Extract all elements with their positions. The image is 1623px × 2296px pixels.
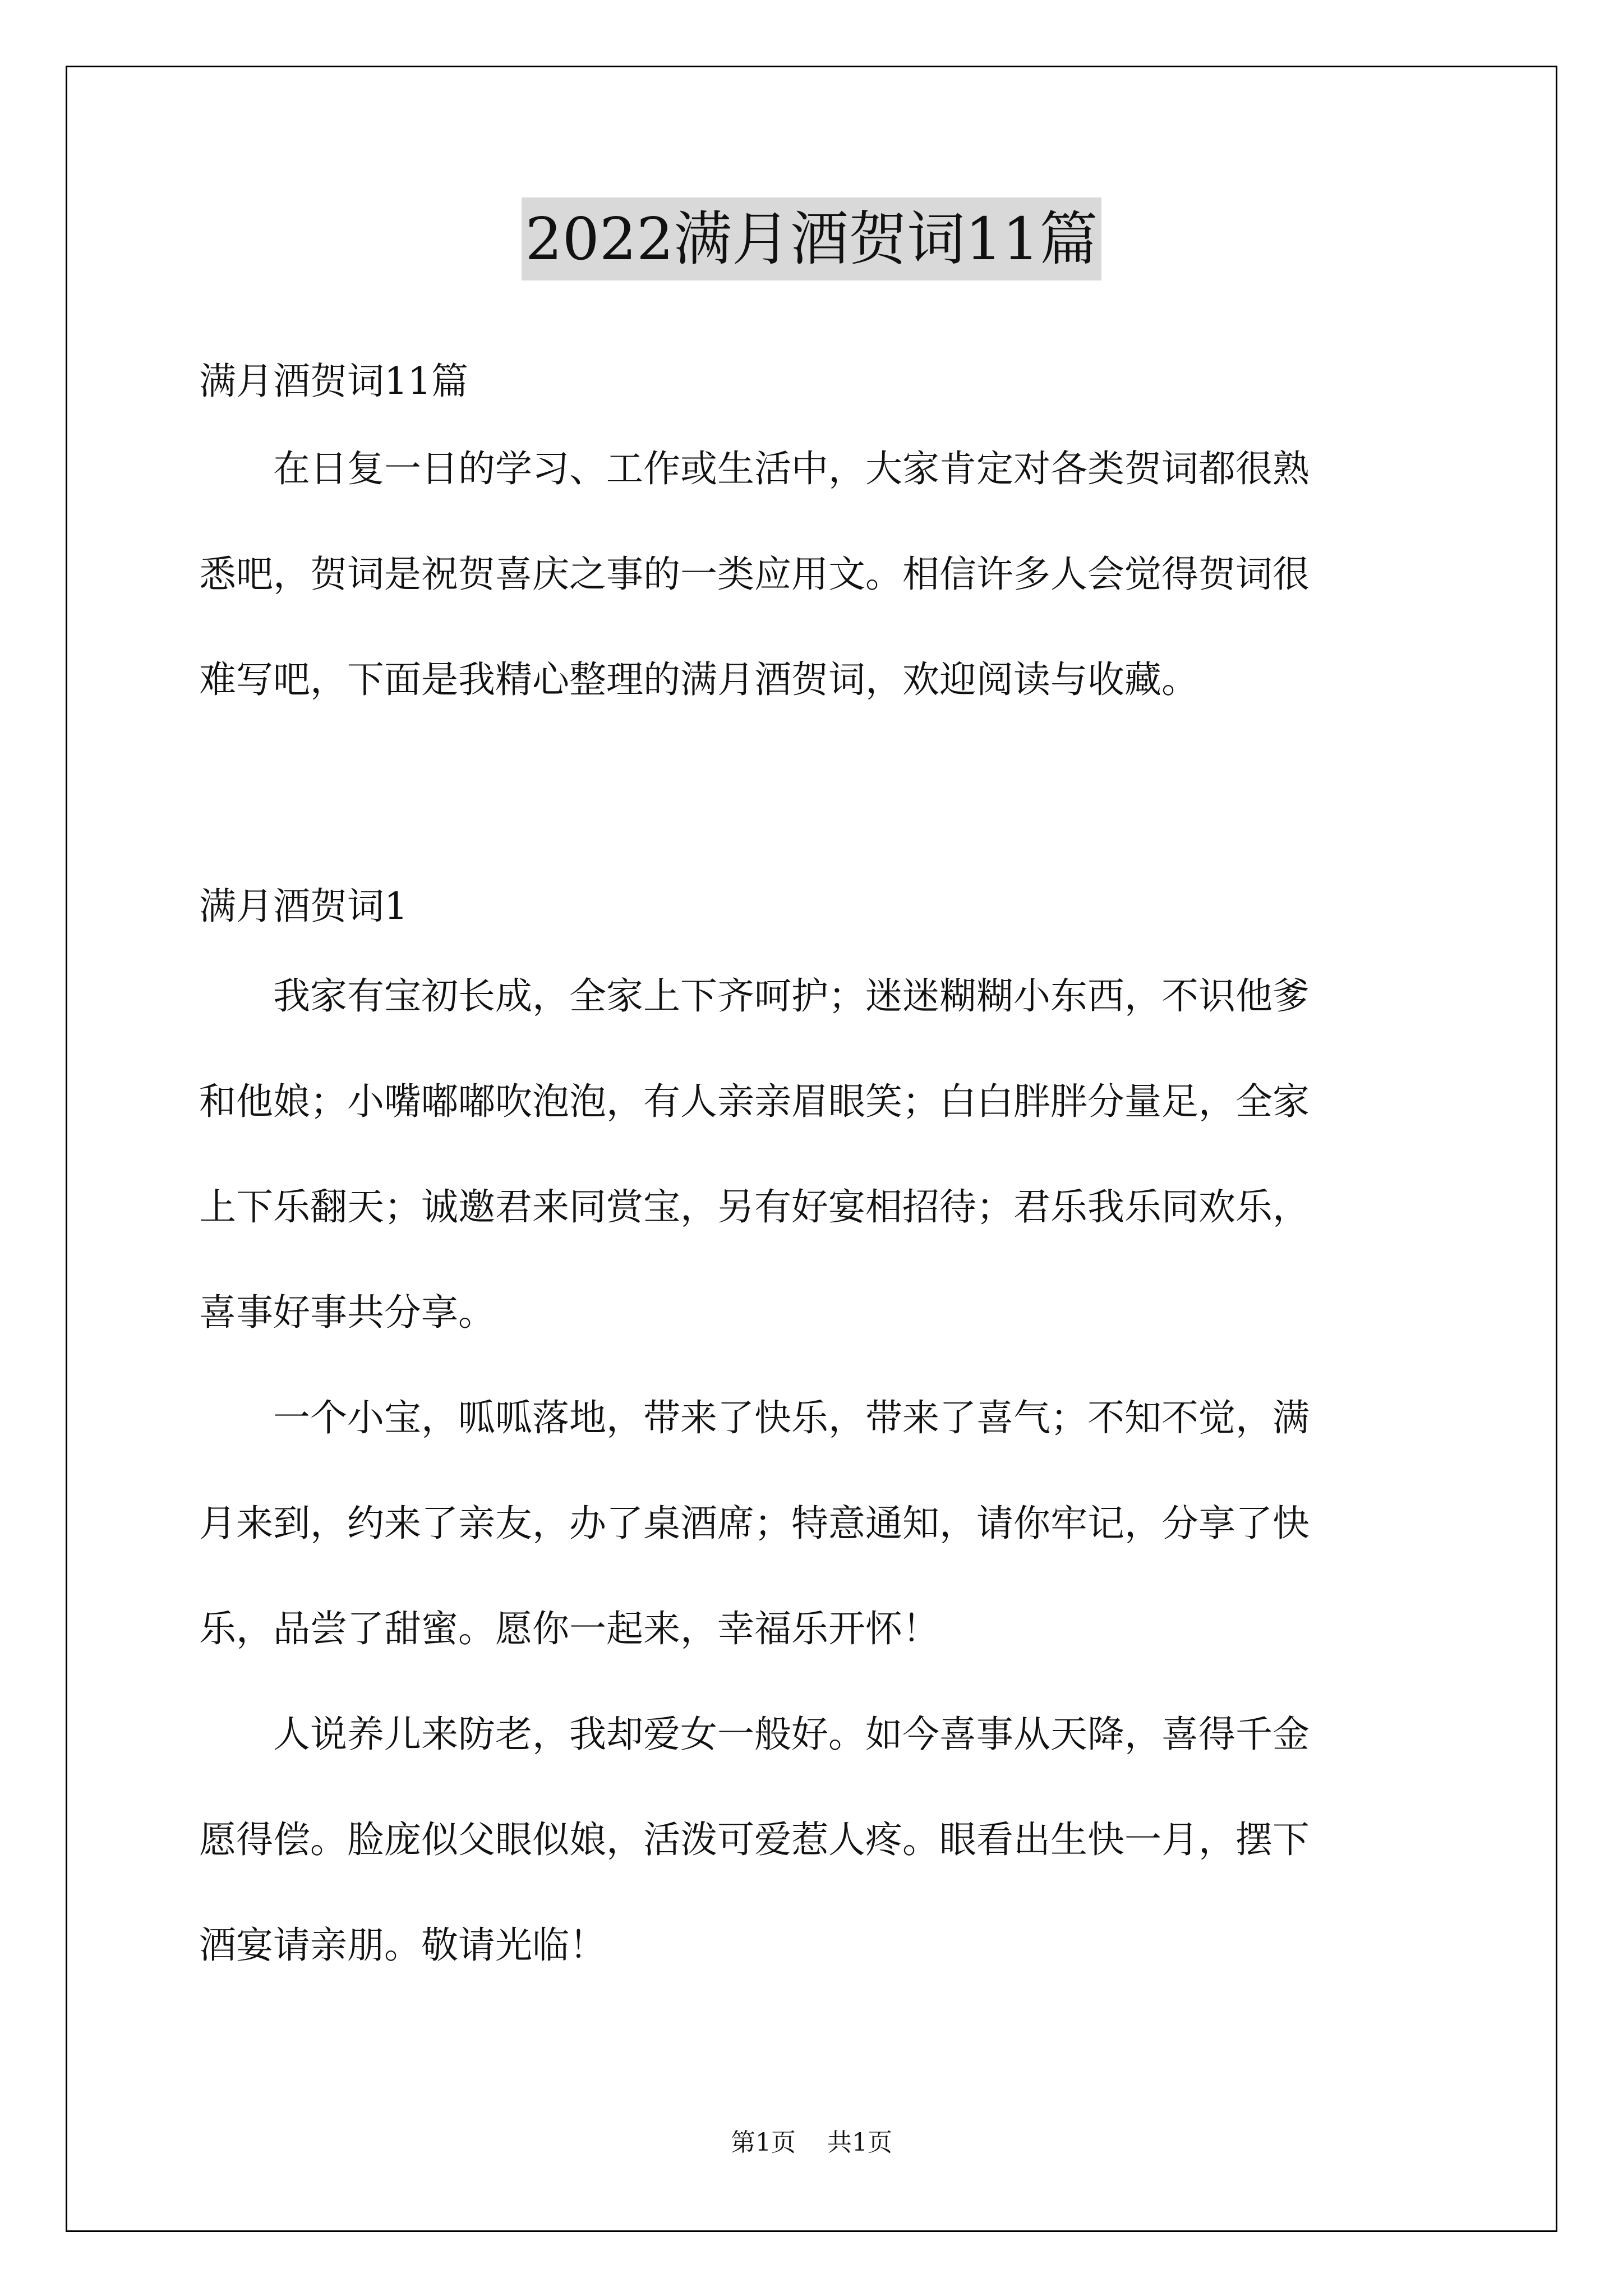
document-title: 2022满月酒贺词11篇 [522,197,1101,280]
page-footer [0,2126,1623,2160]
intro-line-3: 难写吧，下面是我精心整理的满月酒贺词，欢迎阅读与收藏。 [199,658,1198,701]
paragraph-2-line-3: 乐，品尝了甜蜜。愿你一起来，幸福乐开怀！ [199,1607,939,1650]
intro-paragraph [199,442,1310,701]
paragraph-2-line-1: 一个小宝，呱呱落地，带来了快乐，带来了喜气；不知不觉，满 [273,1396,1310,1439]
paragraph-3 [199,1708,1310,1967]
page-number: 第1页 [731,2128,796,2157]
paragraph-1-line-2: 和他娘；小嘴嘟嘟吹泡泡，有人亲亲眉眼笑；白白胖胖分量足，全家 [199,1080,1310,1123]
intro-heading: 满月酒贺词11篇 [199,360,468,403]
section-heading: 满月酒贺词1 [199,885,408,928]
paragraph-1-line-4: 喜事好事共分享。 [199,1291,495,1334]
paragraph-3-line-1: 人说养儿来防老，我却爱女一般好。如今喜事从天降，喜得千金 [273,1713,1310,1756]
paragraph-1-line-3: 上下乐翻天；诚邀君来同赏宝，另有好宴相招待；君乐我乐同欢乐， [199,1185,1310,1228]
paragraph-1 [199,969,1310,1334]
paragraph-1-line-1: 我家有宝初长成，全家上下齐呵护；迷迷糊糊小东西，不识他爹 [273,974,1310,1018]
intro-line-1: 在日复一日的学习、工作或生活中，大家肯定对各类贺词都很熟 [273,447,1310,490]
page-total: 共1页 [827,2128,892,2157]
paragraph-3-line-3: 酒宴请亲朋。敬请光临！ [199,1924,606,1967]
intro-line-2: 悉吧，贺词是祝贺喜庆之事的一类应用文。相信许多人会觉得贺词很 [199,553,1310,596]
paragraph-2-line-2: 月来到，约来了亲友，办了桌酒席；特意通知，请你牢记，分享了快 [199,1502,1310,1545]
paragraph-2 [199,1391,1310,1650]
paragraph-3-line-2: 愿得偿。脸庞似父眼似娘，活泼可爱惹人疼。眼看出生快一月，摆下 [199,1818,1310,1861]
title-container [0,197,1623,280]
